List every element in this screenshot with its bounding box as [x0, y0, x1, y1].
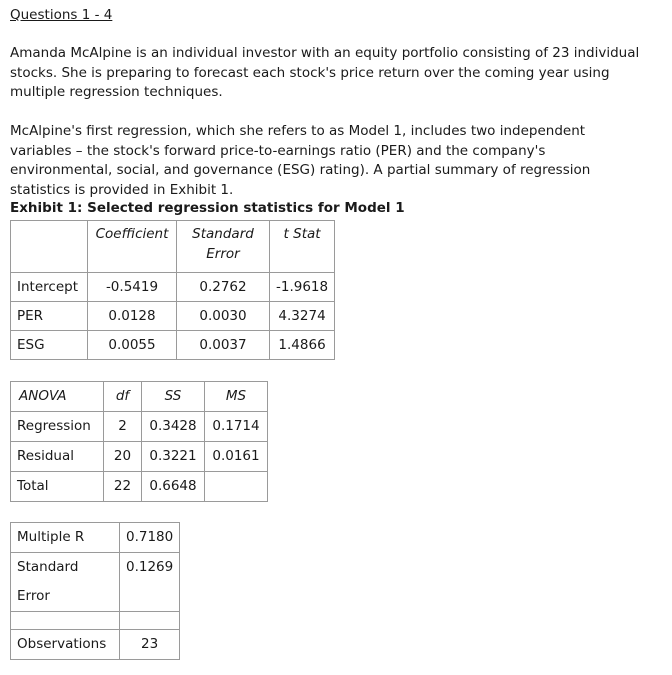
header-cell — [11, 221, 88, 273]
row-label: PER — [11, 302, 88, 331]
exhibit-title: Exhibit 1: Selected regression statistics for Model 1 — [10, 200, 405, 216]
table-row — [11, 273, 335, 302]
coefficient-table — [10, 220, 335, 360]
model-description-paragraph: McAlpine's first regression, which she refers to as Model 1, includes two independent variables – the stock's forward price-to-earnings ratio (PER) and the company's environmental, social, and governance (ESG) rating). A partial summary of regression statistics is provided in Exhibit 1. — [10, 123, 591, 198]
row-label: Standard Error — [11, 553, 120, 612]
anova-table — [10, 381, 268, 502]
table-cell: 0.3428 — [142, 412, 205, 442]
table-row — [11, 472, 268, 502]
header-cell: ANOVA — [11, 382, 104, 412]
header-cell: t Stat — [270, 221, 335, 273]
table-cell: 0.0030 — [177, 302, 270, 331]
row-label: Regression — [11, 412, 104, 442]
table-cell: 0.0037 — [177, 331, 270, 360]
table-row — [11, 302, 335, 331]
header-cell: Standard Error — [177, 221, 270, 273]
table-cell — [120, 612, 180, 630]
table-cell: 0.0161 — [205, 442, 268, 472]
table-cell: 0.0055 — [88, 331, 177, 360]
table-cell: 0.7180 — [120, 523, 180, 553]
row-label: Total — [11, 472, 104, 502]
header-cell: df — [104, 382, 142, 412]
table-row — [11, 630, 180, 660]
page-heading: Questions 1 - 4 — [10, 7, 113, 23]
intro-paragraph: Amanda McAlpine is an individual investor with an equity portfolio consisting of 23 individual stocks. She is preparing to forecast each stock's price return over the coming year using multiple regression techniques. — [10, 45, 640, 100]
table-cell: -0.5419 — [88, 273, 177, 302]
table-cell: 0.2762 — [177, 273, 270, 302]
table-cell: 23 — [120, 630, 180, 660]
table-row — [11, 553, 180, 612]
table-header-row — [11, 382, 268, 412]
summary-stats-table — [10, 522, 180, 660]
table-cell: 20 — [104, 442, 142, 472]
table-cell: 22 — [104, 472, 142, 502]
row-label: Intercept — [11, 273, 88, 302]
header-cell: Coefficient — [88, 221, 177, 273]
row-label: Residual — [11, 442, 104, 472]
row-label — [11, 612, 120, 630]
table-row — [11, 442, 268, 472]
row-label: Multiple R — [11, 523, 120, 553]
table-cell: 0.1269 — [120, 553, 180, 612]
table-row — [11, 523, 180, 553]
table-cell: 4.3274 — [270, 302, 335, 331]
table-row — [11, 331, 335, 360]
table-cell: 2 — [104, 412, 142, 442]
row-label: ESG — [11, 331, 88, 360]
table-cell: 0.3221 — [142, 442, 205, 472]
table-cell: 0.6648 — [142, 472, 205, 502]
header-cell: SS — [142, 382, 205, 412]
table-cell: 0.0128 — [88, 302, 177, 331]
table-cell: 1.4866 — [270, 331, 335, 360]
table-header-row — [11, 221, 335, 273]
table-cell — [205, 472, 268, 502]
header-cell: MS — [205, 382, 268, 412]
row-label: Observations — [11, 630, 120, 660]
table-row — [11, 412, 268, 442]
table-cell: 0.1714 — [205, 412, 268, 442]
table-cell: -1.9618 — [270, 273, 335, 302]
table-row — [11, 612, 180, 630]
